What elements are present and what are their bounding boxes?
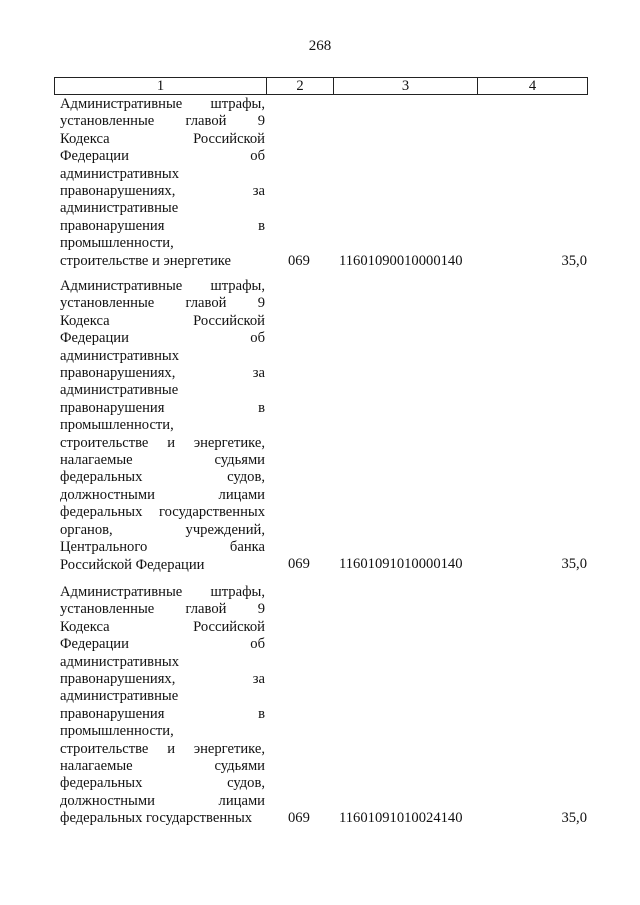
description-line: административных xyxy=(60,653,179,670)
description-line: федеральных судов, xyxy=(60,469,265,486)
description-line: установленные главой 9 xyxy=(60,601,265,618)
description-line: правонарушениях, за xyxy=(60,365,265,382)
column-header-2: 2 xyxy=(267,78,334,95)
row-description xyxy=(60,584,265,828)
amount-value: 35,0 xyxy=(561,810,587,827)
description-line: федеральных государственных xyxy=(60,504,265,521)
admin-code: 069 xyxy=(288,252,310,269)
description-line: правонарушения в xyxy=(60,705,265,722)
description-line: федеральных судов, xyxy=(60,775,265,792)
description-line: установленные главой 9 xyxy=(60,295,265,312)
kbk-code: 11601091010024140 xyxy=(339,810,463,827)
description-line: Кодекса Российской xyxy=(60,312,265,329)
description-line: федеральных государственных xyxy=(60,810,253,827)
page-number: 268 xyxy=(308,38,332,54)
description-line: административные xyxy=(60,382,179,399)
row-description xyxy=(60,96,265,270)
description-line: должностными лицами xyxy=(60,792,265,809)
description-line: Федерации об xyxy=(60,330,265,347)
description-line: установленные главой 9 xyxy=(60,113,265,130)
column-header-row xyxy=(55,78,588,95)
description-line: Административные штрафы, xyxy=(60,278,265,294)
description-line: Федерации об xyxy=(60,636,265,653)
description-line: правонарушения в xyxy=(60,399,265,416)
description-line: налагаемые судьями xyxy=(60,452,265,469)
description-line: промышленности, xyxy=(60,417,174,434)
description-line: правонарушения в xyxy=(60,217,265,234)
description-line: Кодекса Российской xyxy=(60,618,265,635)
row-description xyxy=(60,278,265,574)
description-line: Российской Федерации xyxy=(60,556,205,573)
description-line: административные xyxy=(60,200,179,217)
description-line: административные xyxy=(60,688,179,705)
kbk-code: 11601091010000140 xyxy=(339,556,463,573)
description-line: правонарушениях, за xyxy=(60,183,265,200)
description-line: Центрального банка xyxy=(60,539,265,556)
description-line: промышленности, xyxy=(60,723,174,740)
description-line: административных xyxy=(60,165,179,182)
admin-code: 069 xyxy=(288,810,310,827)
description-line: Кодекса Российской xyxy=(60,130,265,147)
description-line: налагаемые судьями xyxy=(60,758,265,775)
description-line: Административные штрафы, xyxy=(60,96,265,112)
description-line: Административные штрафы, xyxy=(60,584,265,600)
admin-code: 069 xyxy=(288,556,310,573)
description-line: строительстве и энергетике xyxy=(60,252,231,269)
description-line: административных xyxy=(60,347,179,364)
description-line: должностными лицами xyxy=(60,486,265,503)
column-header-4: 4 xyxy=(478,78,588,95)
column-header-table xyxy=(54,77,588,95)
amount-value: 35,0 xyxy=(561,556,587,573)
column-header-1: 1 xyxy=(55,78,267,95)
kbk-code: 11601090010000140 xyxy=(339,252,463,269)
column-header-3: 3 xyxy=(334,78,478,95)
description-line: органов, учреждений, xyxy=(60,521,265,538)
description-line: правонарушениях, за xyxy=(60,671,265,688)
description-line: промышленности, xyxy=(60,235,174,252)
description-line: строительстве и энергетике, xyxy=(60,434,265,451)
amount-value: 35,0 xyxy=(561,252,587,269)
description-line: строительстве и энергетике, xyxy=(60,740,265,757)
description-line: Федерации об xyxy=(60,148,265,165)
